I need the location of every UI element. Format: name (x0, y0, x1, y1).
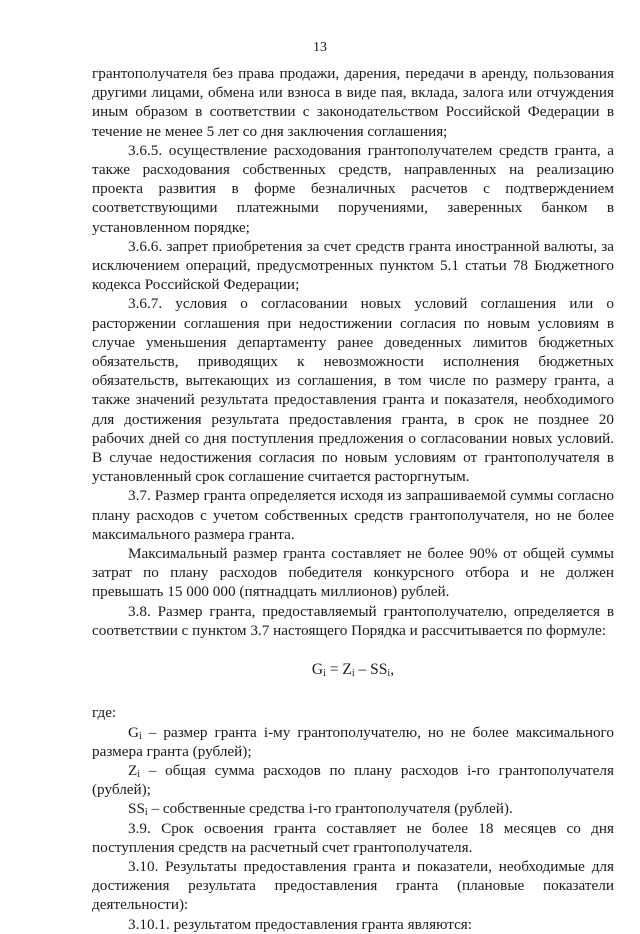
paragraph-3-10: 3.10. Результаты предоставления гранта и показатели, необходимые для достижения результата предоставления гранта (плановые показатели деятельности): (92, 857, 614, 914)
definition-g (92, 723, 614, 761)
definition-ss-symbol: SS (128, 800, 145, 818)
page-number: 13 (313, 40, 327, 55)
definition-z-symbol: Z (128, 761, 138, 779)
formula-z: Z (342, 661, 352, 679)
formula-g: G (311, 661, 324, 679)
formula-z-sub: i (351, 668, 355, 680)
paragraph-3-6-6: 3.6.6. запрет приобретения за счет средств гранта иностранной валюты, за исключением операций, предусмотренных пунктом 5.1 статьи 78 Бюджетного кодекса Российской Федерации; (92, 237, 614, 294)
formula-tail: , (390, 661, 395, 679)
formula-ss: SS (370, 661, 388, 679)
paragraph-3-7: 3.7. Размер гранта определяется исходя из запрашиваемой суммы согласно плану расходов с учетом собственных средств грантополучателя, но не более максимального размера гранта. (92, 487, 614, 543)
definition-ss (92, 799, 614, 818)
definition-g-sub: i (138, 730, 142, 742)
grant-formula (92, 660, 614, 679)
where-label: где: (92, 704, 117, 722)
definition-ss-text: – собственные средства i-го грантополучателя (рублей). (147, 800, 513, 818)
paragraph-max-grant: Максимальный размер гранта составляет не более 90% от общей суммы затрат по плану расходов победителя конкурсного отбора и не должен превышать 15 000 000 (пятнадцать миллионов) рублей. (92, 545, 614, 601)
formula-equals: = (325, 661, 343, 679)
paragraph-3-9: 3.9. Срок освоения гранта составляет не более 18 месяцев со дня поступления средств на расчетный счет грантополучателя. (92, 819, 614, 856)
formula-g-sub: i (323, 668, 326, 680)
formula-ss-sub: i (387, 668, 391, 680)
paragraph-continuation: грантополучателя без права продажи, дарения, передачи в аренду, пользования другими лицами, обмена или взноса в виде пая, вклада, залога или отчуждения иным образом в соответствии с законодательством Российской Федерации в течение не менее 5 лет со дня заключения соглашения; (92, 65, 614, 140)
definition-z-sub: i (137, 768, 141, 780)
definition-g-text: – размер гранта i-му грантополучателю, но не более максимального размера гранта (рублей); (92, 723, 614, 760)
paragraph-3-10-1: 3.10.1. результатом предоставления гранта являются: (128, 915, 473, 933)
paragraph-3-6-7: 3.6.7. условия о согласовании новых условий соглашения или о расторжении соглашения при недостижении согласия по новым условиям в случае уменьшения департаменту ранее доведенных лимитов бюджетных обязательств, приводящих к невозможности исполнения бюджетных обязательств, вытекающих из соглашения, в том числе по размеру гранта, а также значений результата предоставления гранта и показателя, необходимого для достижения результата предоставления гранта, в срок не позднее 20 рабочих дней со дня поступления предложения о согласовании новых условий. В случае недостижения согласия по новым условиям от грантополучателя в установленный срок соглашение считается расторгнутым. (92, 295, 614, 486)
paragraph-3-6-5: 3.6.5. осуществление расходования грантополучателем средств гранта, а также расходования собственных средств, направленных на реализацию проекта развития в форме безналичных расчетов с подтверждением соответствующими платежными поручениями, заверенных банком в установленном порядке; (92, 141, 614, 236)
document-body (92, 64, 614, 934)
definition-z-text: – общая сумма расходов по плану расходов i-го грантополучателя (рублей); (92, 761, 614, 799)
definition-g-symbol: G (128, 723, 139, 741)
definition-ss-sub: i (144, 807, 148, 819)
paragraph-3-8: 3.8. Размер гранта, предоставляемый грантополучателю, определяется в соответствии с пунктом 3.7 настоящего Порядка и рассчитывается по формуле: (92, 602, 614, 639)
definition-z (92, 761, 614, 799)
formula-minus: – (354, 661, 371, 679)
